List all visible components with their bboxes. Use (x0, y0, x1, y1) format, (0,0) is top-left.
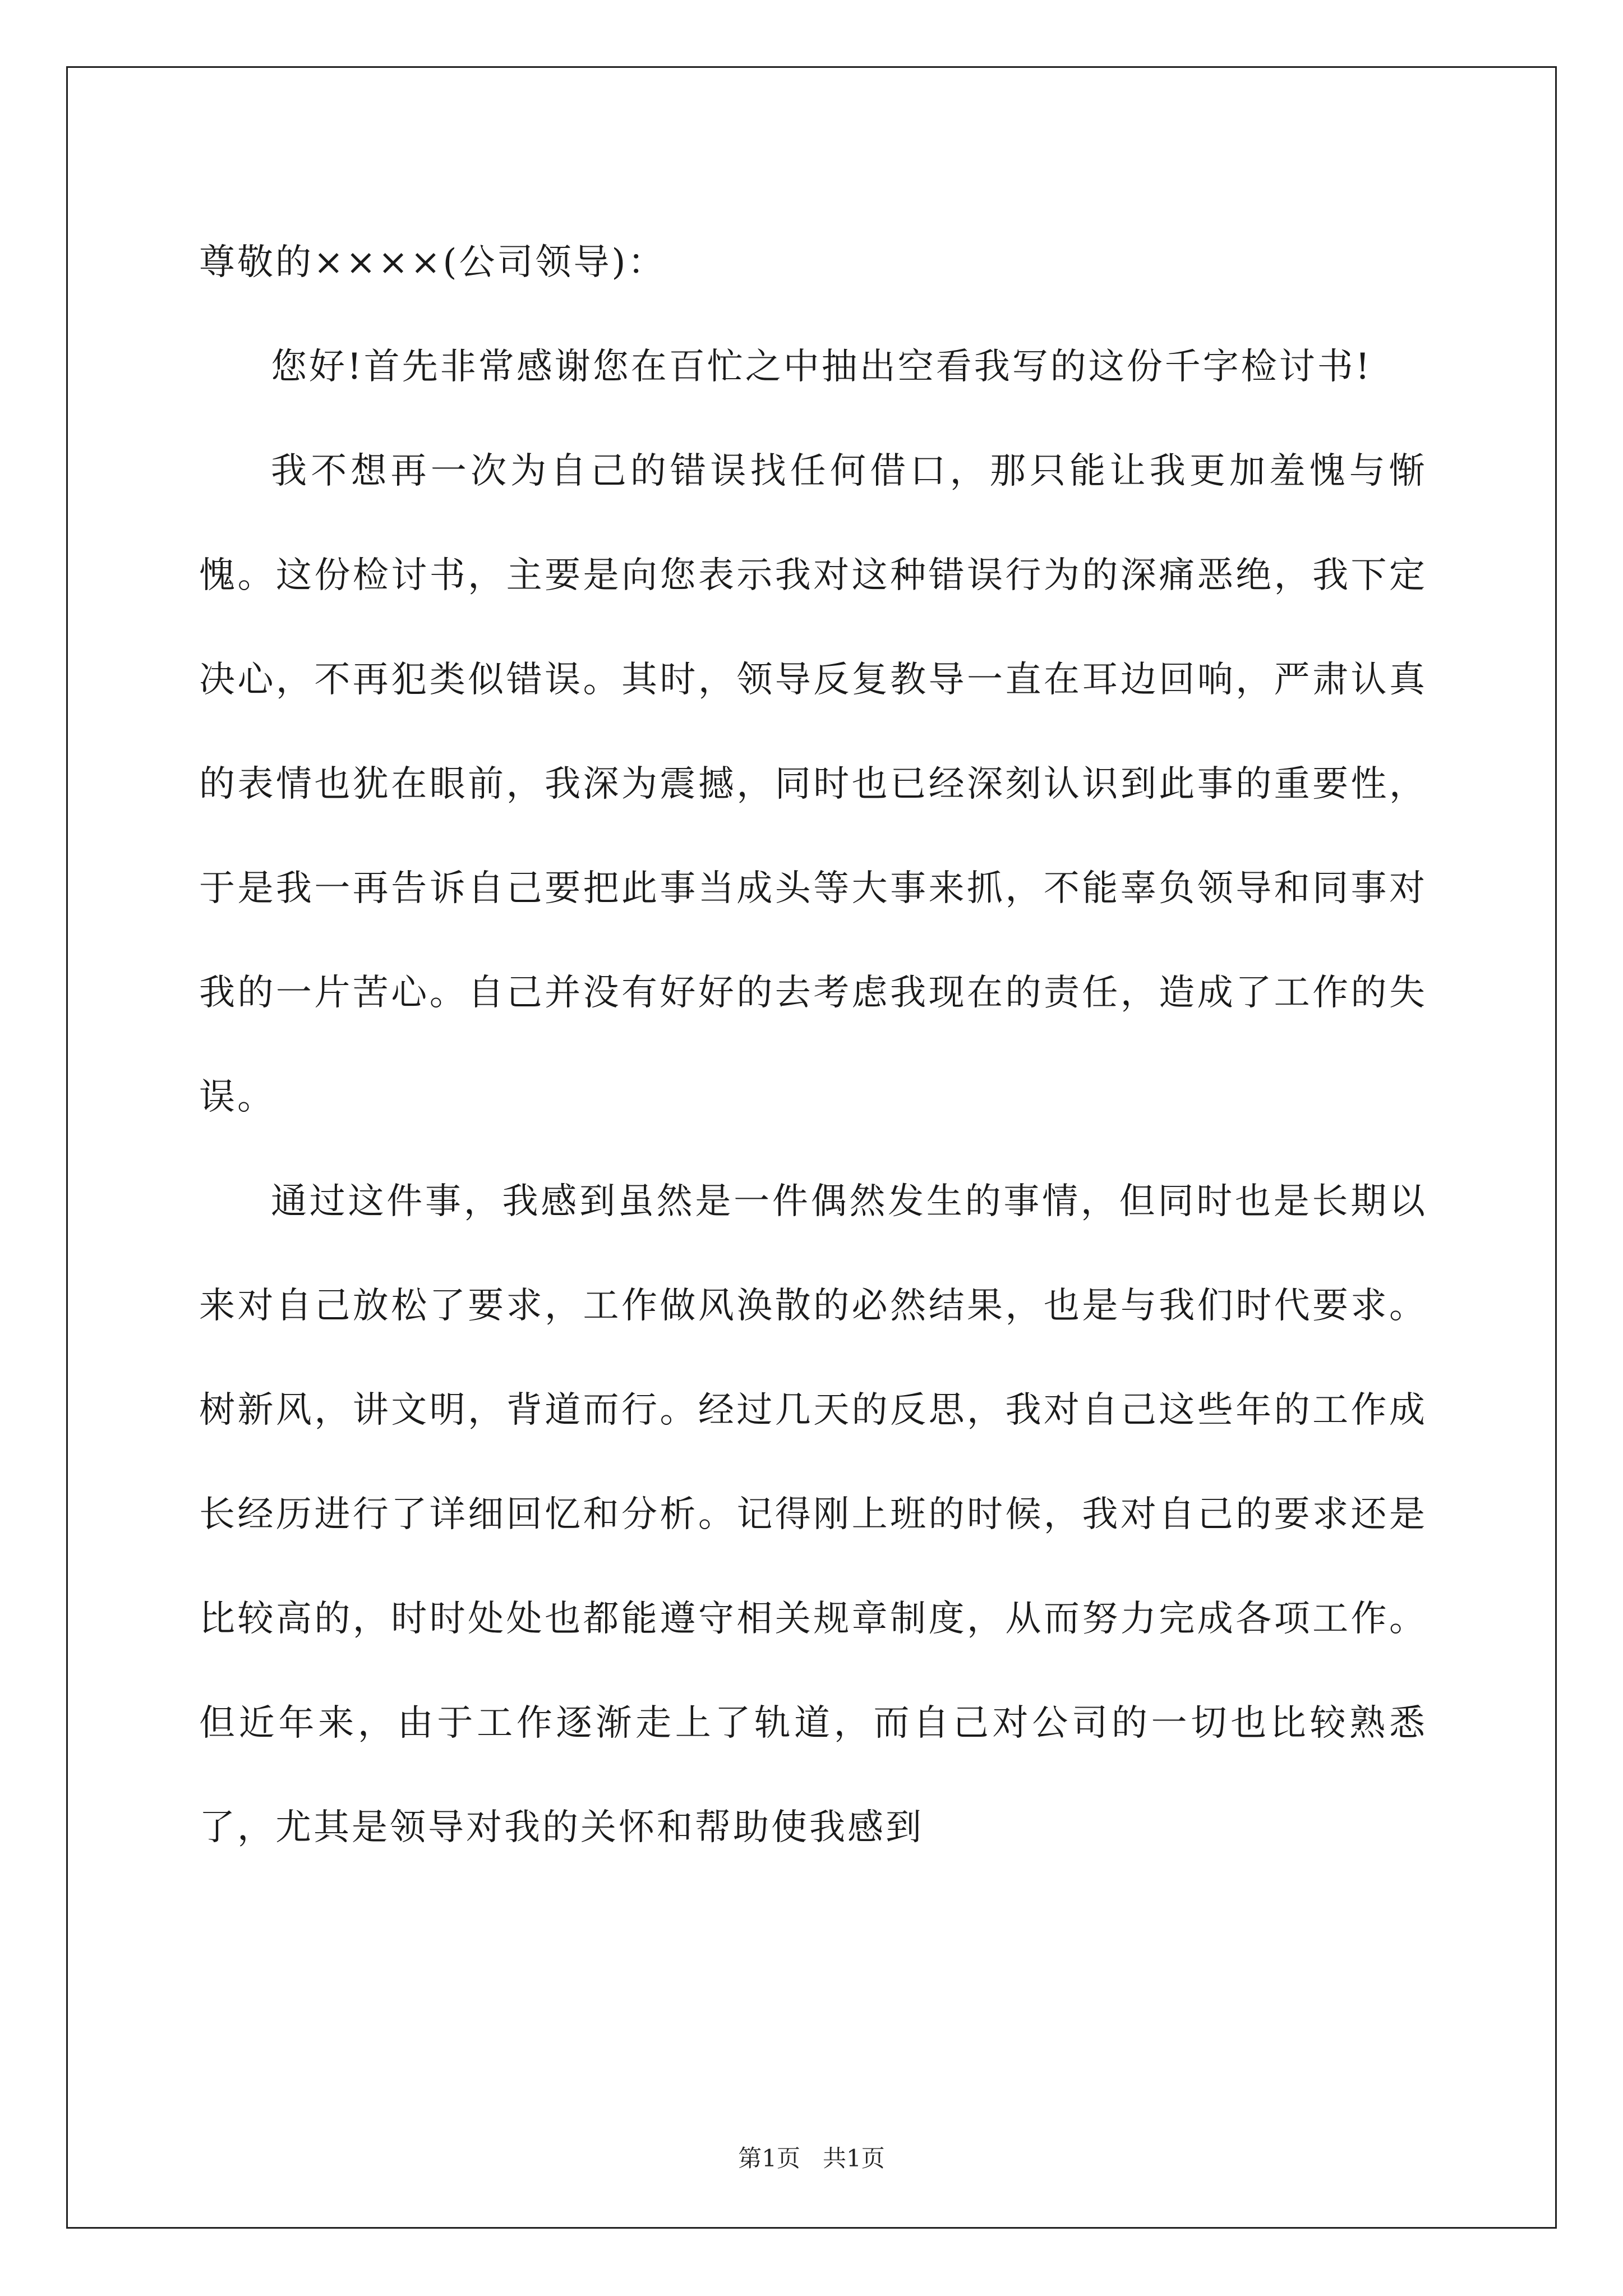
paragraph-greeting: 您好!首先非常感谢您在百忙之中抽出空看我写的这份千字检讨书! (271, 346, 1372, 388)
document-body (199, 210, 1427, 1880)
page-footer: 第1页 共1页 (738, 2145, 885, 2172)
paragraph-apology: 我不想再一次为自己的错误找任何借口，那只能让我更加羞愧与惭愧。这份检讨书，主要是向您表示我对这种错误行为的深痛恶绝，我下定决心，不再犯类似错误。其时，领导反复教导一直在耳边回响，严肃认真的表情也犹在眼前，我深为震撼，同时也已经深刻认识到此事的重要性，于是我一再告诉自己要把此事当成头等大事来抓，不能辜负领导和同事对我的一片苦心。自己并没有好好的去考虑我现在的责任，造成了工作的失误。 (199, 450, 1427, 1118)
paragraph-reflection: 通过这件事，我感到虽然是一件偶然发生的事情，但同时也是长期以来对自己放松了要求，工作做风涣散的必然结果，也是与我们时代要求。树新风，讲文明，背道而行。经过几天的反思，我对自己这些年的工作成长经历进行了详细回忆和分析。记得刚上班的时候，我对自己的要求还是比较高的，时时处处也都能遵守相关规章制度，从而努力完成各项工作。但近年来，由于工作逐渐走上了轨道，而自己对公司的一切也比较熟悉了，尤其是领导对我的关怀和帮助使我感到 (199, 1181, 1427, 1848)
salutation: 尊敬的××××(公司领导)： (199, 242, 666, 283)
